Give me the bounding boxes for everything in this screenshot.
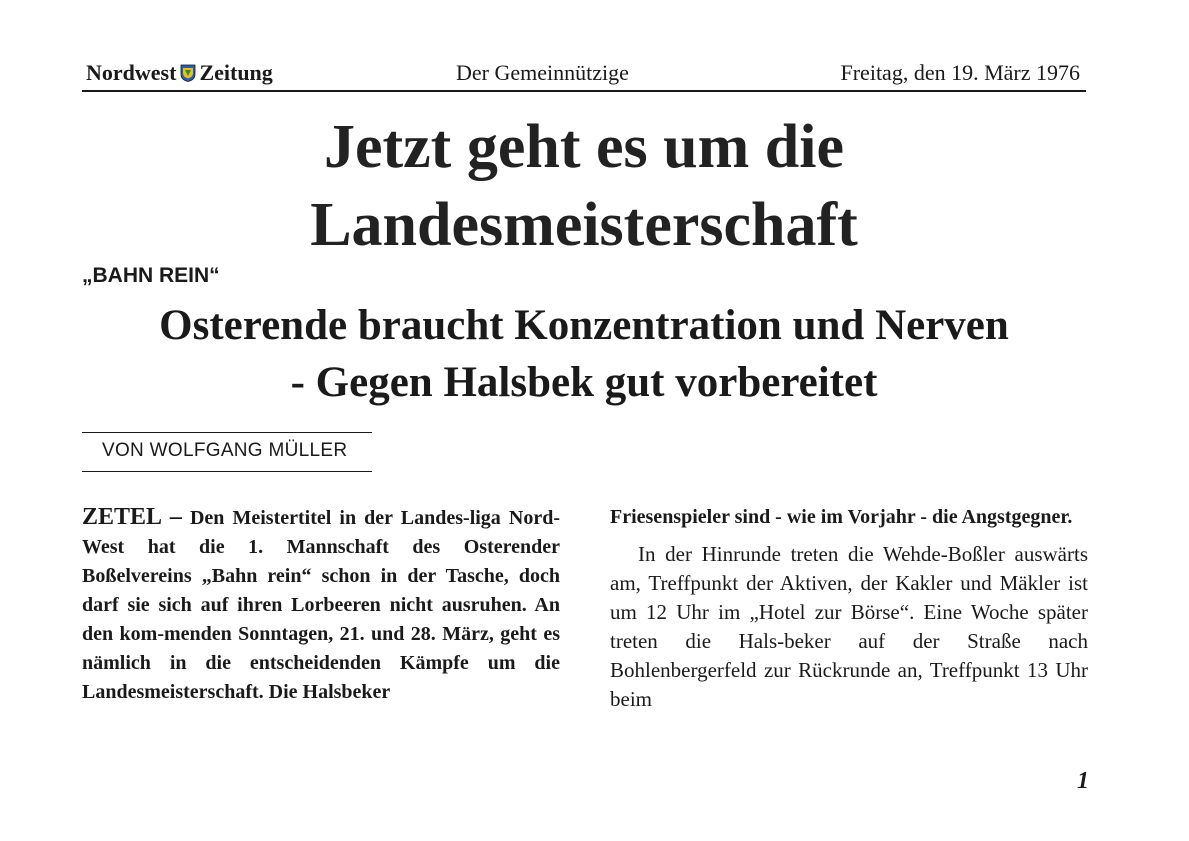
paper-name: Der Gemeinnützige [456, 60, 629, 85]
headline [82, 108, 1086, 264]
article-column-right [610, 503, 1088, 714]
subheadline-line-2: - Gegen Halsbek gut vorbereitet [290, 359, 878, 406]
lead-continued: Friesenspieler sind - wie im Vorjahr - die Angstgegner. [610, 506, 1073, 528]
masthead [82, 58, 1086, 88]
brand-name-part1: Nordwest [86, 60, 177, 85]
dateline: ZETEL – [82, 504, 182, 530]
issue-date: Freitag, den 19. März 1976 [840, 60, 1080, 85]
brand-name-part2: Zeitung [199, 60, 273, 85]
lead-paragraph [82, 503, 560, 707]
headline-line-2: Landesmeisterschaft [310, 191, 858, 259]
subheadline [82, 297, 1086, 411]
body-paragraph: In der Hinrunde treten die Wehde-Boßler auswärts am, Treffpunkt der Aktiven, der Kakler und Mäkler ist um 12 Uhr im „Hotel zur Börse“. Eine Woche später treten die Hals-beker auf der Straße nach Bohlenbergerfeld zur Rückrunde an, Treffpunkt 13 Uhr beim [610, 542, 1088, 711]
headline-line-1: Jetzt geht es um die [324, 113, 844, 181]
lead-text: Den Meistertitel in der Landes-liga Nord-West hat die 1. Mannschaft des Osterender Boßelvereins „Bahn rein“ schon in der Tasche, doch darf sie sich auf ihren Lorbeeren nicht ausruhen. An den kom-menden Sonntagen, 21. und 28. März, geht es nämlich in die entscheidenden Kämpfe um die Landesmeisterschaft. Die Halsbeker [82, 507, 561, 703]
article-column-left [82, 503, 560, 707]
kicker: „BAHN REIN“ [82, 264, 220, 287]
subheadline-line-1: Osterende braucht Konzentration und Nerven [159, 302, 1009, 349]
masthead-rule [82, 90, 1086, 92]
coat-of-arms-icon [180, 64, 196, 82]
byline: VON WOLFGANG MÜLLER [102, 440, 348, 461]
byline-box [82, 432, 372, 472]
page-number: 1 [1077, 768, 1089, 794]
newspaper-brand [86, 60, 273, 86]
